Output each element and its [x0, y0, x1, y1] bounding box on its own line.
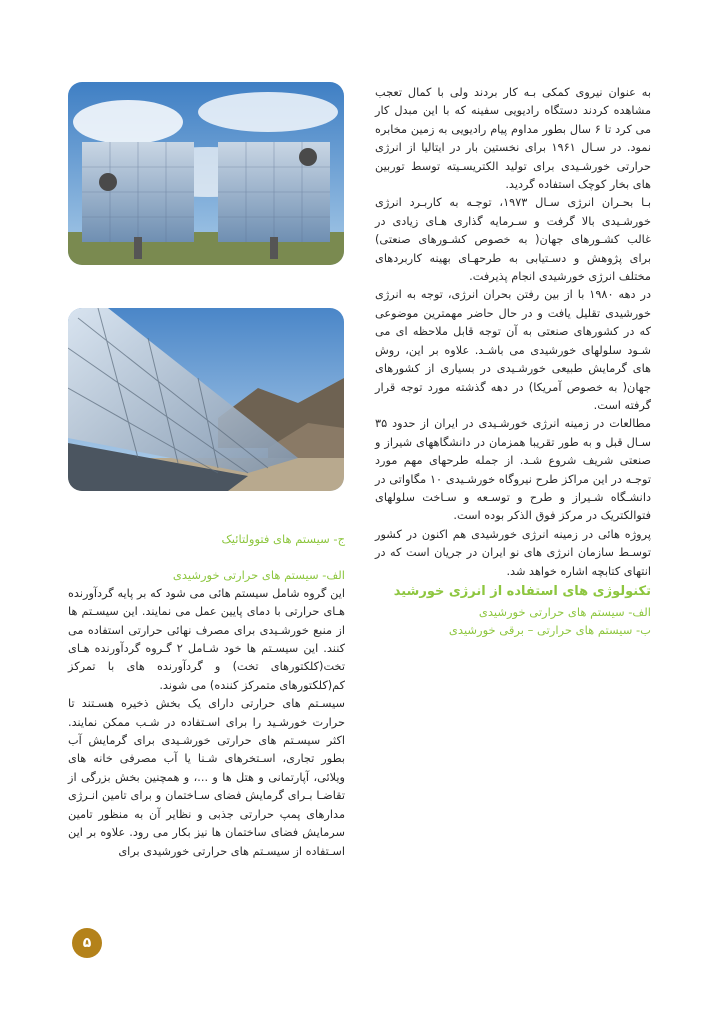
page-number-badge: ۵ [72, 928, 102, 958]
section-heading: تکنولوژی های استفاده از انرژی خورشید [393, 583, 651, 599]
body-paragraph: بـا بحـران انرژی سـال ۱۹۷۳، توجـه به کاربـرد انرژی خورشـیدی بالا گرفت و سـرمایه گذاری هـای زیادی در غالب کشـورهای جهان( به خصوص کشـورهای صنعتی) برای پژوهش و دسـتیابی به طرحهـای بهینه کاربردهای مختلف انرژی خورشیدی انجام پذیرفت. [375, 196, 651, 284]
parabolic-trough-photo [68, 308, 344, 491]
body-paragraph: به عنوان نیروی کمکی بـه کار بردند ولی با کمال تعجب مشاهده کردند دستگاه رادیویی سفینه که با این مبدل کار می کرد تا ۶ سال بطور مداوم پیام رادیویی به زمین مخابره نمود. در سـال ۱۹۶۱ برای نخستین بار در ایتالیا از انرژی حرارتی خورشـیدی برای تولید الکتریسـیته توسط توربین های بخار کوچک استفاده گردید. [375, 86, 651, 192]
subheading-photovoltaic: ج- سیستم های فتوولتائیک [221, 532, 345, 546]
subheading-thermal-electric: ب- سیستم های حرارتی – برقی خورشیدی [448, 623, 651, 638]
body-paragraph: در دهه ۱۹۸۰ با از بین رفتن بحران انرژی، توجه به انرژی خورشیدی تقلیل یافت و در حال حاضر مهمترین موضوعی که در کشورهای صنعتی به آن توجه قابل ملاحظه ای می شـود سلولهای خورشیدی می باشـد. علاوه بر این، روش های گرمایش طبیعی خورشـیدی در بسیاری از کشورهای جهان( به خصوص آمریکا) در دهه گذشته مورد توجه قرار گرفته است. [375, 288, 651, 412]
body-paragraph: سیسـتم های حرارتی دارای یک بخش ذخیره هسـتند تا حرارت خورشـید را برای اسـتفاده در شـب ممکن نمایند. اکثر سیسـتم های حرارتی خورشـیدی برای گرمایش آب بطور تجاری، اسـتخرهای شـنا یا آب مصرفی خانه های ویلائی، آپارتمانی و هتل ها و ...، و همچنین بخش بزرگی از تقاضـا بـرای گرمایش فضای سـاختمان و برای تامین انـرژی مدارهای پمپ حرارتی جذبی و نظایر آن به منظور تامین سرمایش فضای ساختمان ها نیز بکار می رود. علاوه بر این اسـتفاده از سیسـتم های حرارتی خورشیدی برای [68, 697, 345, 858]
body-paragraph: پروژه هائی در زمینه انرژی خورشیدی هم اکنون در کشور توسـط سازمان انرژی های نو ایران در جریان است که در انتهای کتابچه اشاره خواهد شد. [375, 527, 651, 578]
body-paragraph: این گروه شامل سیستم هائی می شود که بر پایه گردآورنده هـای حرارتی با دمای پایین عمل می نمایند. این سیسـتم ها از منبع خورشـیدی برای مصرف نهائی حرارتی استفاده می کنند. این سیسـتم ها خود شـامل ۲ گـروه گردآورنده هـای تخت(کلکتورهای تخت) و گردآورنده های با تمرکز کم(کلکتورهای متمرکز کننده) می شوند. [68, 586, 345, 692]
subheading-thermal: الف- سیستم های حرارتی خورشیدی [478, 604, 651, 619]
left-text-column [68, 530, 345, 861]
solar-dish-photo [68, 82, 344, 265]
right-text-column [375, 84, 651, 640]
subheading-thermal-solar: الف- سیستم های حرارتی خورشیدی [172, 568, 345, 583]
body-paragraph: مطالعات در زمینه انرژی خورشـیدی در ایران از حدود ۳۵ سـال قبل و به طور تقریبا همزمان در دانشگاههای شیراز و صنعتی شریف شروع شـد. از جمله طرحهای مهم مورد توجـه در این مراکز طرح نیروگاه خورشـیدی ۱۰ مگاواتی در دانشـگاه شـیراز و طرح و توسـعه و سـاخت سلولهای فتوالکتریک در مرکز فوق الذکر بوده است. [375, 417, 651, 523]
